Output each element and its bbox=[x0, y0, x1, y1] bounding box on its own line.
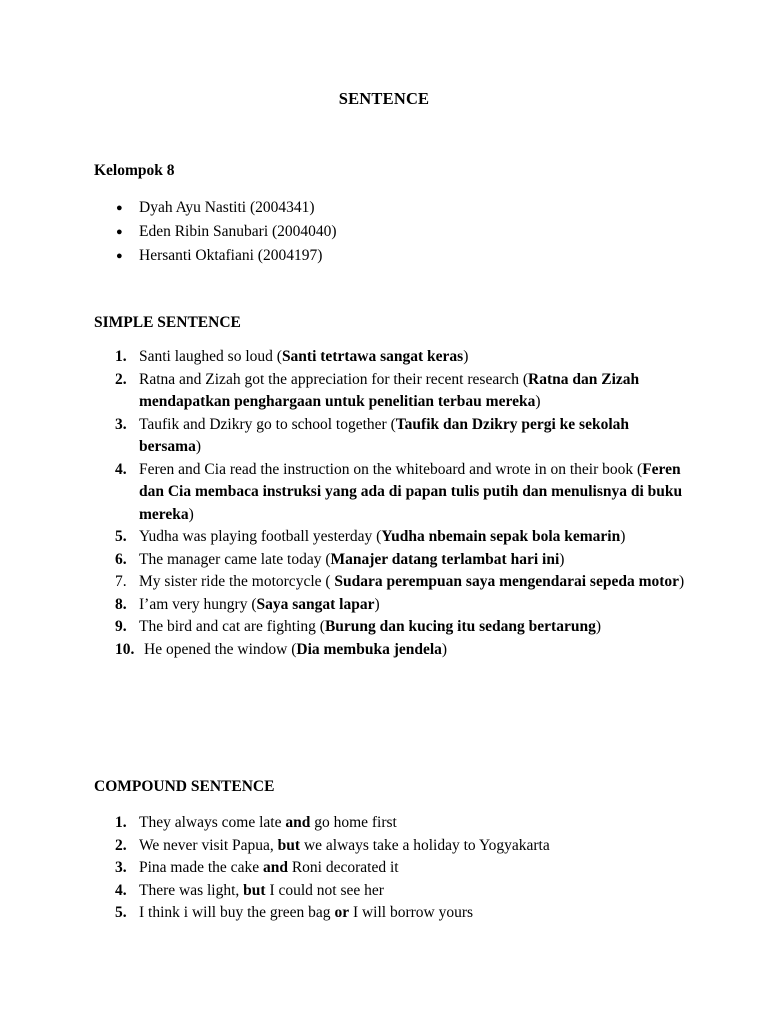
member-list bbox=[116, 196, 337, 268]
item-number: 7. bbox=[115, 573, 127, 590]
list-item bbox=[115, 812, 685, 835]
conjunction: but bbox=[277, 836, 301, 854]
closing-paren: ) bbox=[559, 550, 565, 568]
conjunction: or bbox=[334, 904, 350, 921]
closing-paren: ) bbox=[195, 438, 201, 455]
closing-paren: ) bbox=[679, 573, 685, 590]
indonesian-translation: Saya sangat lapar bbox=[256, 595, 375, 613]
list-item bbox=[115, 459, 685, 527]
item-number: 3. bbox=[115, 415, 127, 433]
list-item bbox=[115, 594, 685, 617]
list-item bbox=[115, 414, 685, 459]
clause-a: I think i will buy the green bag bbox=[139, 904, 335, 921]
simple-sentence-list bbox=[115, 346, 685, 661]
list-item bbox=[116, 196, 337, 220]
item-number: 4. bbox=[115, 881, 127, 899]
list-item bbox=[115, 880, 685, 903]
english-sentence: Taufik and Dzikry go to school together ( bbox=[139, 415, 396, 433]
closing-paren: ) bbox=[595, 618, 602, 635]
item-number: 9. bbox=[115, 618, 127, 635]
english-sentence: He opened the window ( bbox=[144, 640, 297, 658]
english-sentence: Feren and Cia read the instruction on the whiteboard and wrote in on their book ( bbox=[139, 460, 643, 478]
closing-paren: ) bbox=[188, 505, 194, 523]
english-sentence: Yudha was playing football yesterday ( bbox=[139, 528, 382, 545]
item-number: 6. bbox=[115, 550, 127, 568]
item-number: 5. bbox=[115, 528, 127, 545]
bullet-icon: ● bbox=[116, 250, 123, 262]
item-number: 8. bbox=[115, 595, 127, 613]
list-item bbox=[115, 902, 685, 925]
group-label: Kelompok 8 bbox=[94, 162, 175, 179]
indonesian-translation: Santi tetrtawa sangat keras bbox=[281, 348, 464, 365]
english-sentence: The manager came late today ( bbox=[139, 550, 331, 568]
closing-paren: ) bbox=[374, 595, 380, 613]
clause-b: go home first bbox=[310, 814, 397, 831]
list-item bbox=[115, 346, 685, 369]
list-item bbox=[115, 616, 685, 639]
item-number: 1. bbox=[115, 814, 127, 831]
item-number: 2. bbox=[115, 836, 127, 854]
closing-paren: ) bbox=[463, 348, 469, 365]
indonesian-translation: Dia membuka jendela bbox=[296, 640, 442, 658]
list-item bbox=[116, 220, 337, 244]
list-item bbox=[116, 244, 337, 268]
english-sentence: Ratna and Zizah got the appreciation for their recent research ( bbox=[139, 370, 529, 388]
indonesian-translation: Feren dan Cia membaca instruksi yang ada di papan tulis putih dan menulisnya di buku mereka bbox=[139, 460, 683, 523]
indonesian-translation: Manajer datang terlambat hari ini bbox=[330, 550, 560, 568]
indonesian-translation: Taufik dan Dzikry pergi ke sekolah bersama bbox=[139, 415, 630, 455]
simple-sentence-heading: SIMPLE SENTENCE bbox=[94, 314, 241, 331]
compound-sentence-heading: COMPOUND SENTENCE bbox=[94, 778, 275, 795]
item-number: 1. bbox=[115, 348, 127, 365]
clause-a: They always come late bbox=[139, 814, 286, 831]
closing-paren: ) bbox=[620, 528, 626, 545]
list-item bbox=[115, 835, 685, 858]
english-sentence: I’am very hungry ( bbox=[139, 595, 257, 613]
conjunction: but bbox=[243, 881, 266, 899]
indonesian-translation: Ratna dan Zizah mendapatkan penghargaan untuk penelitian terbau mereka bbox=[139, 370, 640, 410]
closing-paren: ) bbox=[535, 393, 541, 410]
item-number: 2. bbox=[115, 370, 127, 388]
indonesian-translation: Sudara perempuan saya mengendarai sepeda motor bbox=[334, 573, 680, 590]
member-name: Eden Ribin Sanubari (2004040) bbox=[139, 223, 337, 240]
english-sentence: My sister ride the motorcycle ( bbox=[139, 573, 335, 590]
conjunction: and bbox=[285, 814, 311, 831]
list-item bbox=[115, 857, 685, 880]
english-sentence: The bird and cat are fighting ( bbox=[139, 618, 325, 635]
item-number: 10. bbox=[115, 640, 135, 658]
indonesian-translation: Burung dan kucing itu sedang bertarung bbox=[324, 618, 596, 635]
item-number: 3. bbox=[115, 859, 127, 876]
clause-b: Roni decorated it bbox=[287, 859, 399, 876]
clause-a: Pina made the cake bbox=[139, 859, 263, 876]
closing-paren: ) bbox=[441, 640, 448, 658]
indonesian-translation: Yudha nbemain sepak bola kemarin bbox=[381, 528, 621, 545]
member-name: Hersanti Oktafiani (2004197) bbox=[139, 247, 323, 264]
compound-sentence-list bbox=[115, 812, 685, 925]
clause-a: There was light, bbox=[139, 881, 244, 899]
document-title: SENTENCE bbox=[338, 89, 430, 108]
bullet-icon: ● bbox=[116, 202, 123, 214]
english-sentence: Santi laughed so loud ( bbox=[139, 348, 282, 365]
item-number: 5. bbox=[115, 904, 127, 921]
bullet-icon: ● bbox=[116, 226, 123, 238]
clause-b: we always take a holiday to Yogyakarta bbox=[300, 836, 550, 854]
clause-b: I could not see her bbox=[265, 881, 384, 899]
member-name: Dyah Ayu Nastiti (2004341) bbox=[139, 199, 315, 216]
conjunction: and bbox=[262, 859, 288, 876]
item-number: 4. bbox=[115, 460, 127, 478]
list-item bbox=[115, 526, 685, 549]
clause-a: We never visit Papua, bbox=[139, 836, 278, 854]
list-item bbox=[115, 549, 685, 572]
clause-b: I will borrow yours bbox=[349, 904, 474, 921]
list-item bbox=[115, 639, 685, 662]
list-item bbox=[115, 571, 685, 594]
list-item bbox=[115, 369, 685, 414]
